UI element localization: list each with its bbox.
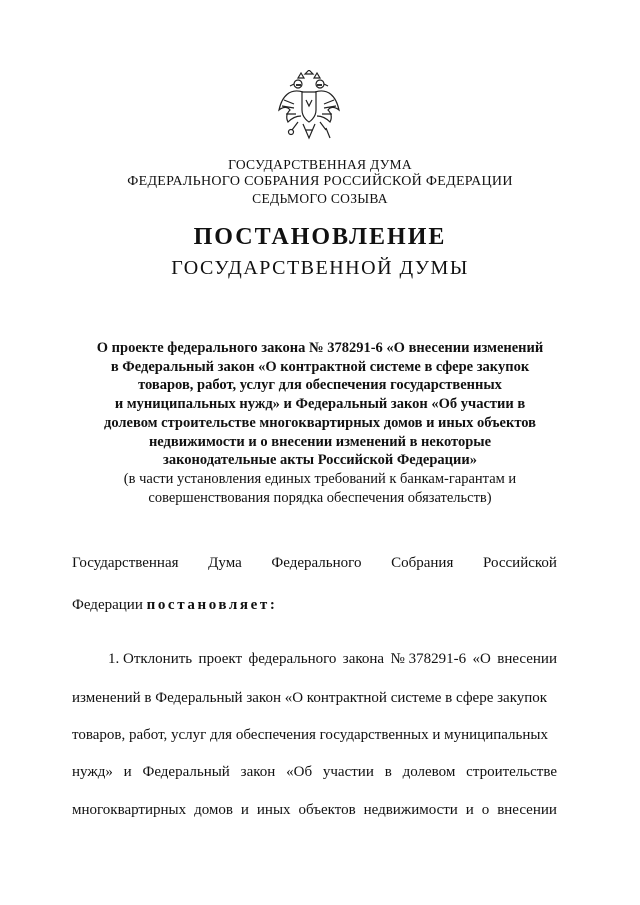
header-line-3: СЕДЬМОГО СОЗЫВА xyxy=(252,191,388,206)
item1-word: «О xyxy=(472,651,491,667)
preamble-word: Собрания xyxy=(391,555,454,571)
item1-word: 1. Отклонить xyxy=(108,651,193,667)
header-line-2: ФЕДЕРАЛЬНОГО СОБРАНИЯ РОССИЙСКОЙ ФЕДЕРАЦИИ xyxy=(127,174,513,189)
item1-line-1 xyxy=(108,651,557,668)
document-subtitle: ГОСУДАРСТВЕННОЙ ДУМЫ xyxy=(171,257,469,279)
double-headed-eagle-icon xyxy=(276,70,342,150)
item1-text: товаров, работ, услуг для обеспечения государственных и муниципальных xyxy=(72,727,548,743)
subject-bold-line: законодательные акты Российской Федерации» xyxy=(163,452,477,469)
subject-bold-line: товаров, работ, услуг для обеспечения государственных xyxy=(138,377,502,394)
resolution-subject xyxy=(40,339,600,507)
item1-word: внесении xyxy=(497,651,557,667)
item1-word: о xyxy=(481,802,490,818)
item1-word: «Об xyxy=(286,764,313,780)
item1-text: изменений в Федеральный закон «О контрактной системе в сфере закупок xyxy=(72,690,548,706)
item1-word: в xyxy=(384,764,392,780)
item1-word: иных xyxy=(256,802,291,818)
preamble-line-2 xyxy=(72,597,557,614)
item1-line-2 xyxy=(72,690,557,707)
item1-line-5 xyxy=(72,802,557,819)
item1-word: недвижимости xyxy=(363,802,458,818)
item1-word: долевом xyxy=(402,764,456,780)
subject-bold-line: в Федеральный закон «О контрактной системе в сфере закупок xyxy=(110,358,530,375)
item1-word: и xyxy=(123,764,132,780)
subject-note-line: совершенствования порядка обеспечения обязательств) xyxy=(148,489,492,506)
item1-word: закона xyxy=(342,651,385,667)
item1-word: домов xyxy=(194,802,233,818)
subject-note-line: (в части установления единых требований к банкам-гарантам и xyxy=(123,470,517,487)
preamble-word: Государственная xyxy=(72,555,179,571)
item1-word: нужд» xyxy=(72,764,113,780)
preamble-word: Российской xyxy=(483,555,557,571)
item1-word: участии xyxy=(322,764,374,780)
header-line-1: ГОСУДАРСТВЕННАЯ ДУМА xyxy=(228,157,412,172)
subject-bold-line: долевом строительстве многоквартирных домов и иных объектов xyxy=(104,414,536,431)
preamble-line-1 xyxy=(72,555,557,572)
subject-bold-line: и муниципальных нужд» и Федеральный закон «Об участии в xyxy=(114,396,526,413)
item1-word: Федеральный xyxy=(142,764,230,780)
item1-word: проект xyxy=(198,651,243,667)
item1-line-4 xyxy=(72,764,557,781)
preamble-federation: Федерации xyxy=(72,597,143,613)
preamble-word: Федерального xyxy=(271,555,362,571)
preamble-word: Дума xyxy=(208,555,242,571)
document-title: ПОСТАНОВЛЕНИЕ xyxy=(193,224,447,250)
item1-word: объектов xyxy=(298,802,356,818)
preamble-resolves: постановляет: xyxy=(146,597,278,613)
state-emblem xyxy=(276,70,342,150)
item1-word: и xyxy=(240,802,249,818)
item1-word: закон xyxy=(240,764,276,780)
item1-word: многоквартирных xyxy=(72,802,187,818)
item1-word: внесении xyxy=(497,802,557,818)
item1-word: № 378291-6 xyxy=(390,651,467,667)
subject-bold-line: недвижимости и о внесении изменений в некоторые xyxy=(148,433,492,450)
item1-word: федерального xyxy=(248,651,337,667)
item1-word: и xyxy=(465,802,474,818)
item1-word: строительстве xyxy=(466,764,557,780)
subject-bold-line: О проекте федерального закона № 378291-6 «О внесении изменений xyxy=(96,340,544,356)
item1-line-3 xyxy=(72,727,557,744)
